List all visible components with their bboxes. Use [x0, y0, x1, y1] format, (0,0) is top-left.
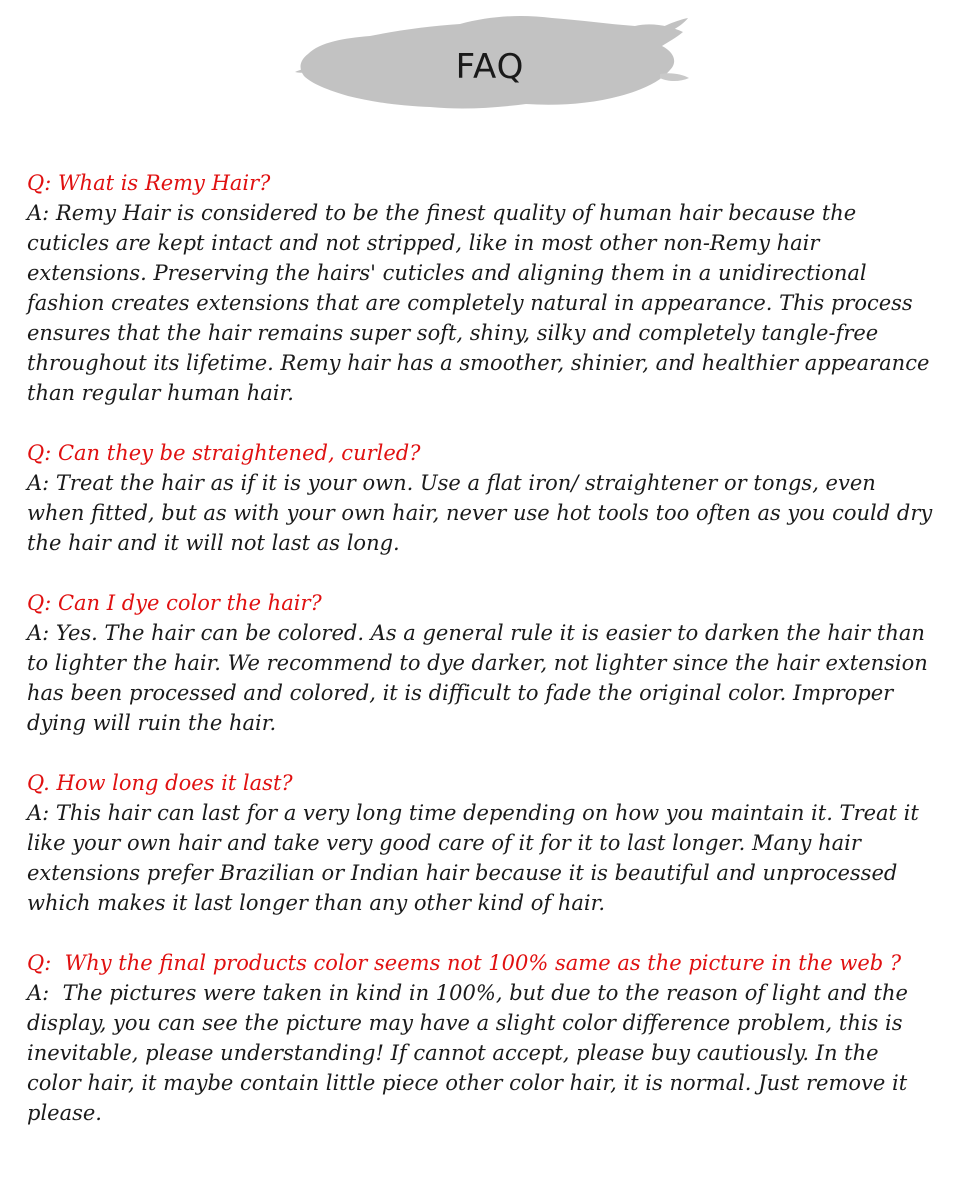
faq-answer: A: The pictures were taken in kind in 100%, but due to the reason of light and the display, you can see the picture may have a slight color difference problem, this is inevitable, please understanding! If cannot accept, please buy cautiously. In the color hair, it maybe contain little piece other color hair, it is normal. Just remove it please. [27, 981, 915, 1125]
faq-item-how-long [27, 768, 937, 918]
faq-item-remy-hair [27, 168, 937, 408]
faq-item-dye-color [27, 588, 937, 738]
faq-list [27, 168, 937, 1158]
faq-item-color-difference [27, 948, 937, 1128]
faq-question: Q. How long does it last? [27, 771, 293, 795]
faq-answer: A: Remy Hair is considered to be the finest quality of human hair because the cuticles are kept intact and not stripped, like in most other non-Remy hair extensions. Preserving the hairs' cuticles and aligning them in a unidirectional fashion creates extensions that are completely natural in appearance. This process ensures that the hair remains super soft, shiny, silky and completely tangle-free throughout its lifetime. Remy hair has a smoother, shinier, and healthier appearance than regular human hair. [27, 201, 937, 405]
faq-answer: A: Yes. The hair can be colored. As a general rule it is easier to darken the hair than to lighter the hair. We recommend to dye darker, not lighter since the hair extension has been processed and colored, it is difficult to fade the original color. Improper dying will ruin the hair. [27, 621, 935, 735]
faq-question: Q: Why the final products color seems not 100% same as the picture in the web ? [27, 951, 902, 975]
faq-answer: A: Treat the hair as if it is your own. Use a flat iron/ straightener or tongs, even when fitted, but as with your own hair, never use hot tools too often as you could dry the hair and it will not last as long. [27, 471, 939, 555]
page-title: FAQ [455, 47, 525, 87]
faq-question: Q: What is Remy Hair? [27, 171, 271, 195]
faq-question: Q: Can I dye color the hair? [27, 591, 322, 615]
faq-answer: A: This hair can last for a very long time depending on how you maintain it. Treat it like your own hair and take very good care of it for it to last longer. Many hair extensions prefer Brazilian or Indian hair because it is beautiful and unprocessed which makes it last longer than any other kind of hair. [27, 801, 926, 915]
faq-header-banner [290, 12, 690, 112]
faq-question: Q: Can they be straightened, curled? [27, 441, 421, 465]
faq-item-straightened [27, 438, 937, 558]
